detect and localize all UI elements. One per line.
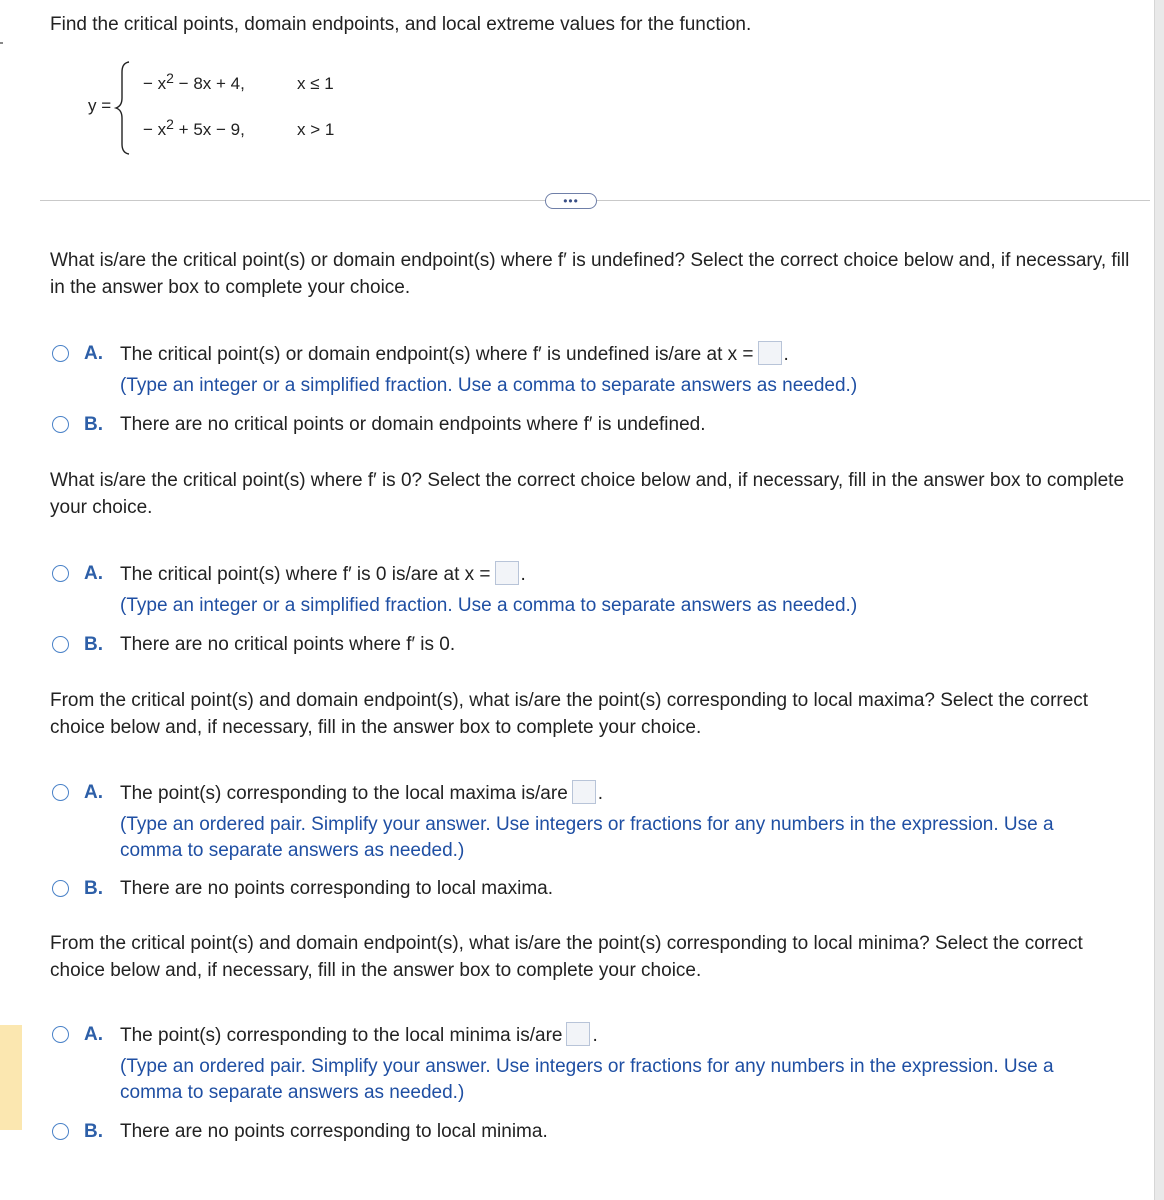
choice-hint: (Type an ordered pair. Simplify your answer. Use integers or fractions for any numbers in the expression. Use a comma to separate answers as needed.) [120,1056,1054,1103]
radio-button[interactable] [52,880,69,897]
piece-2-condition: x > 1 [297,120,335,139]
function-lhs: y = [88,96,112,115]
choice-letter: B. [84,634,103,655]
choice-text: There are no critical points or domain endpoints where f′ is undefined. [120,414,706,435]
choice-letter: B. [84,414,103,435]
choice-text: The critical point(s) where f′ is 0 is/are at x = . [120,563,526,587]
right-scroll-rail [1154,0,1164,1200]
answer-input[interactable] [495,561,519,585]
piece-1-condition: x ≤ 1 [297,74,334,93]
radio-button[interactable] [52,345,69,362]
piece-2-expression: − $x^2 + 5x - 9$, [143,116,245,139]
question-1-text: What is/are the critical point(s) or domain endpoint(s) where f′ is undefined? Select the correct choice below and, if necessary, fill in the answer box to complete your choice. [50,250,1130,298]
choice-letter: B. [84,878,103,899]
choice-text: The point(s) corresponding to the local maxima is/are . [120,782,603,806]
answer-input[interactable] [572,780,596,804]
answer-input[interactable] [758,341,782,365]
problem-prompt: Find the critical points, domain endpoints, and local extreme values for the function. [50,14,752,35]
choice-letter: A. [84,1024,103,1045]
choice-text: There are no points corresponding to local maxima. [120,878,554,899]
choice-text: The point(s) corresponding to the local minima is/are . [120,1024,598,1048]
more-options-button[interactable]: ••• [545,193,597,209]
radio-button[interactable] [52,1026,69,1043]
question-2-text: What is/are the critical point(s) where f′ is 0? Select the correct choice below and, if necessary, fill in the answer box to complete your choice. [50,470,1125,518]
choice-letter: B. [84,1121,103,1142]
radio-button[interactable] [52,784,69,801]
left-edge-mark [0,42,3,44]
answer-input[interactable] [566,1022,590,1046]
choice-letter: A. [84,782,103,803]
left-highlight-bar [0,1025,22,1130]
radio-button[interactable] [52,565,69,582]
question-4-text: From the critical point(s) and domain endpoint(s), what is/are the point(s) corresponding to local minima? Select the correct choice below and, if necessary, fill in the answer box to complete your choice. [50,933,1083,981]
choice-text: There are no points corresponding to local minima. [120,1121,548,1142]
choice-text: There are no critical points where f′ is 0. [120,634,456,655]
choice-text: The critical point(s) or domain endpoint(s) where f′ is undefined is/are at x = . [120,343,789,367]
choice-hint: (Type an ordered pair. Simplify your answer. Use integers or fractions for any numbers in the expression. Use a comma to separate answers as needed.) [120,814,1054,861]
piece-1-expression: − $x^2 - 8x + 4$, [143,70,245,93]
radio-button[interactable] [52,636,69,653]
question-3-text: From the critical point(s) and domain endpoint(s), what is/are the point(s) corresponding to local maxima? Select the correct choice below and, if necessary, fill in the answer box to complete your choice. [50,690,1089,738]
choice-letter: A. [84,343,103,364]
radio-button[interactable] [52,1123,69,1140]
left-brace-icon [113,60,133,156]
choice-hint: (Type an integer or a simplified fraction. Use a comma to separate answers as needed.) [120,375,858,396]
radio-button[interactable] [52,416,69,433]
choice-letter: A. [84,563,103,584]
choice-hint: (Type an integer or a simplified fraction. Use a comma to separate answers as needed.) [120,595,858,616]
